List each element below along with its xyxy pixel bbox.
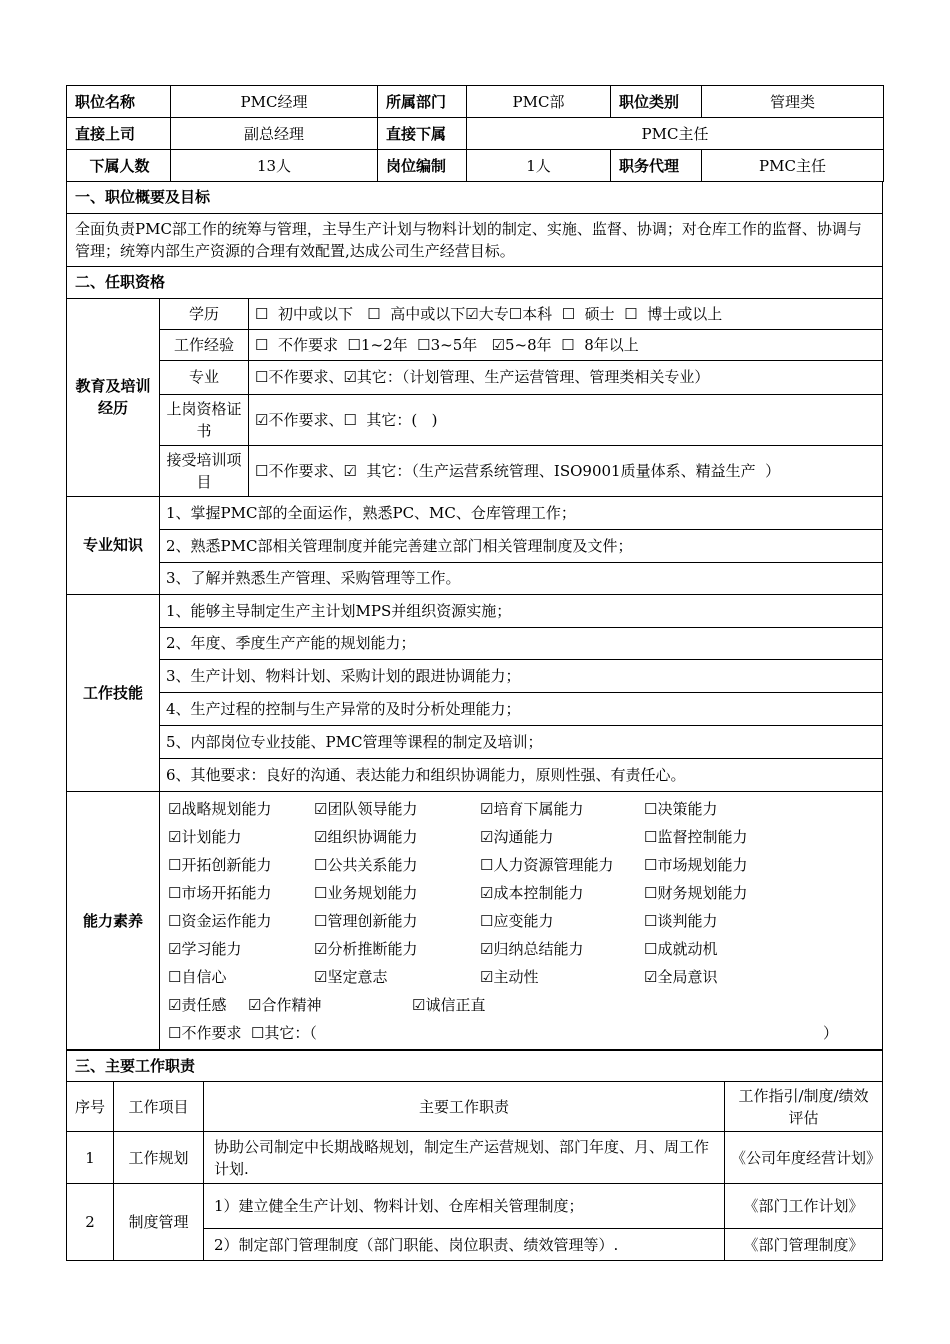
abilities-other-left: ☐不作要求 ☐其它：（ [168, 1023, 317, 1042]
ability-item: ☑团队领导能力 [314, 799, 418, 818]
knowledge-item: 2、熟悉PMC部相关管理制度并能完善建立部门相关管理制度及文件； [160, 529, 883, 562]
deputy-label: 职务代理 [611, 150, 702, 182]
ability-item: ☑坚定意志 [314, 967, 388, 986]
ability-item: ☐应变能力 [480, 911, 554, 930]
ability-item: ☐业务规划能力 [314, 883, 418, 902]
duty-no: 2 [67, 1184, 114, 1261]
ability-item: ☐自信心 [168, 967, 227, 986]
skill-item: 2、年度、季度生产产能的规划能力； [160, 627, 883, 659]
education-row-label: 学历 [160, 298, 249, 329]
ability-item: ☑组织协调能力 [314, 827, 418, 846]
knowledge-side-label: 专业知识 [67, 496, 160, 594]
abilities-row [168, 795, 874, 823]
skill-item: 4、生产过程的控制与生产异常的及时分析处理能力； [160, 692, 883, 725]
major-row-value: ☐不作要求、☑其它：（计划管理、生产运营管理、管理类相关专业） [249, 360, 883, 394]
deputy-value: PMC主任 [702, 150, 884, 182]
ability-item: ☑学习能力 [168, 939, 242, 958]
duty-guide: 《公司年度经营计划》 [725, 1132, 883, 1184]
ability-item: ☑计划能力 [168, 827, 242, 846]
ability-item: ☑责任感 [168, 995, 227, 1014]
ability-item: ☐管理创新能力 [314, 911, 418, 930]
superior-label: 直接上司 [67, 118, 171, 150]
duty-text: 协助公司制定中长期战略规划，制定生产运营规划、部门年度、月、周工作计划. [204, 1132, 725, 1184]
abilities-row [168, 879, 874, 907]
category-label: 职位类别 [611, 86, 702, 118]
superior-value: 副总经理 [171, 118, 378, 150]
certificate-row-value: ☑不作要求、☐ 其它：( ) [249, 394, 883, 445]
section2-title: 二、任职资格 [67, 266, 883, 298]
certificate-row-label: 上岗资格证书 [160, 394, 249, 445]
abilities-row [168, 907, 874, 935]
header-table [66, 85, 884, 182]
abilities-grid [160, 791, 883, 1050]
quota-value: 1人 [467, 150, 611, 182]
abilities-row [168, 823, 874, 851]
abilities-last-row [168, 1019, 874, 1047]
knowledge-item: 1、掌握PMC部的全面运作，熟悉PC、MC、仓库管理工作； [160, 496, 883, 529]
training-row-label: 接受培训项目 [160, 445, 249, 496]
duty-guide: 《部门工作计划》 [725, 1184, 883, 1229]
ability-item: ☑全局意识 [644, 967, 718, 986]
duty-item: 制度管理 [114, 1184, 204, 1261]
ability-item: ☐人力资源管理能力 [480, 855, 614, 874]
header-item: 工作项目 [114, 1082, 204, 1132]
section1-title: 一、职位概要及目标 [67, 181, 883, 213]
abilities-row [168, 963, 874, 991]
header-duty: 主要工作职责 [204, 1082, 725, 1132]
education-side-label: 教育及培训经历 [67, 298, 160, 496]
ability-item: ☑主动性 [480, 967, 539, 986]
section1-text: 全面负责PMC部工作的统筹与管理，主导生产计划与物料计划的制定、实施、监督、协调；对仓库工作的监督、协调与管理；统筹内部生产资源的合理有效配置,达成公司生产经营目标。 [67, 213, 883, 266]
ability-item: ☐监督控制能力 [644, 827, 748, 846]
ability-item: ☐市场开拓能力 [168, 883, 272, 902]
header-no: 序号 [67, 1082, 114, 1132]
duty-guide: 《部门管理制度》 [725, 1229, 883, 1261]
abilities-row [168, 851, 874, 879]
position-name-value: PMC经理 [171, 86, 378, 118]
duty-text: 2）制定部门管理制度（部门职能、岗位职责、绩效管理等）. [204, 1229, 725, 1261]
ability-item: ☐公共关系能力 [314, 855, 418, 874]
knowledge-item: 3、了解并熟悉生产管理、采购管理等工作。 [160, 562, 883, 594]
ability-item: ☑成本控制能力 [480, 883, 584, 902]
header-guide: 工作指引/制度/绩效评估 [725, 1082, 883, 1132]
position-name-label: 职位名称 [67, 86, 171, 118]
abilities-rows [168, 795, 874, 1019]
ability-item: ☐决策能力 [644, 799, 718, 818]
duty-no: 1 [67, 1132, 114, 1184]
experience-row-value: ☐ 不作要求 ☐1~2年 ☐3~5年 ☑5~8年 ☐ 8年以上 [249, 329, 883, 360]
qualification-table [66, 181, 883, 1051]
experience-row-label: 工作经验 [160, 329, 249, 360]
training-row-value: ☐不作要求、☑ 其它：（生产运营系统管理、ISO9001质量体系、精益生产 ） [249, 445, 883, 496]
ability-item: ☐开拓创新能力 [168, 855, 272, 874]
abilities-row [168, 991, 874, 1019]
abilities-other-right: ） [822, 1023, 838, 1042]
skill-item: 1、能够主导制定生产主计划MPS并组织资源实施； [160, 594, 883, 627]
duties-table [66, 1049, 883, 1261]
ability-item: ☑战略规划能力 [168, 799, 272, 818]
abilities-row [168, 935, 874, 963]
ability-item: ☐市场规划能力 [644, 855, 748, 874]
major-row-label: 专业 [160, 360, 249, 394]
duty-item: 工作规划 [114, 1132, 204, 1184]
ability-item: ☑诚信正直 [412, 995, 486, 1014]
department-value: PMC部 [467, 86, 611, 118]
ability-item: ☑合作精神 [248, 995, 322, 1014]
ability-item: ☑培育下属能力 [480, 799, 584, 818]
section3-title: 三、主要工作职责 [67, 1050, 883, 1082]
duty-text: 1）建立健全生产计划、物料计划、仓库相关管理制度； [204, 1184, 725, 1229]
ability-item: ☐资金运作能力 [168, 911, 272, 930]
category-value: 管理类 [702, 86, 884, 118]
skill-item: 3、生产计划、物料计划、采购计划的跟进协调能力； [160, 659, 883, 692]
department-label: 所属部门 [378, 86, 467, 118]
education-row-value: ☐ 初中或以下 ☐ 高中或以下☑大专☐本科 ☐ 硕士 ☐ 博士或以上 [249, 298, 883, 329]
abilities-side-label: 能力素养 [67, 791, 160, 1050]
skill-item: 6、其他要求：良好的沟通、表达能力和组织协调能力，原则性强、有责任心。 [160, 758, 883, 791]
headcount-value: 13人 [171, 150, 378, 182]
headcount-label: 下属人数 [67, 150, 171, 182]
subordinate-value: PMC主任 [467, 118, 884, 150]
ability-item: ☐成就动机 [644, 939, 718, 958]
job-description-sheet [66, 85, 883, 1261]
ability-item: ☑分析推断能力 [314, 939, 418, 958]
skills-side-label: 工作技能 [67, 594, 160, 791]
subordinate-label: 直接下属 [378, 118, 467, 150]
skill-item: 5、内部岗位专业技能、PMC管理等课程的制定及培训； [160, 725, 883, 758]
ability-item: ☐谈判能力 [644, 911, 718, 930]
ability-item: ☑归纳总结能力 [480, 939, 584, 958]
ability-item: ☑沟通能力 [480, 827, 554, 846]
ability-item: ☐财务规划能力 [644, 883, 748, 902]
quota-label: 岗位编制 [378, 150, 467, 182]
